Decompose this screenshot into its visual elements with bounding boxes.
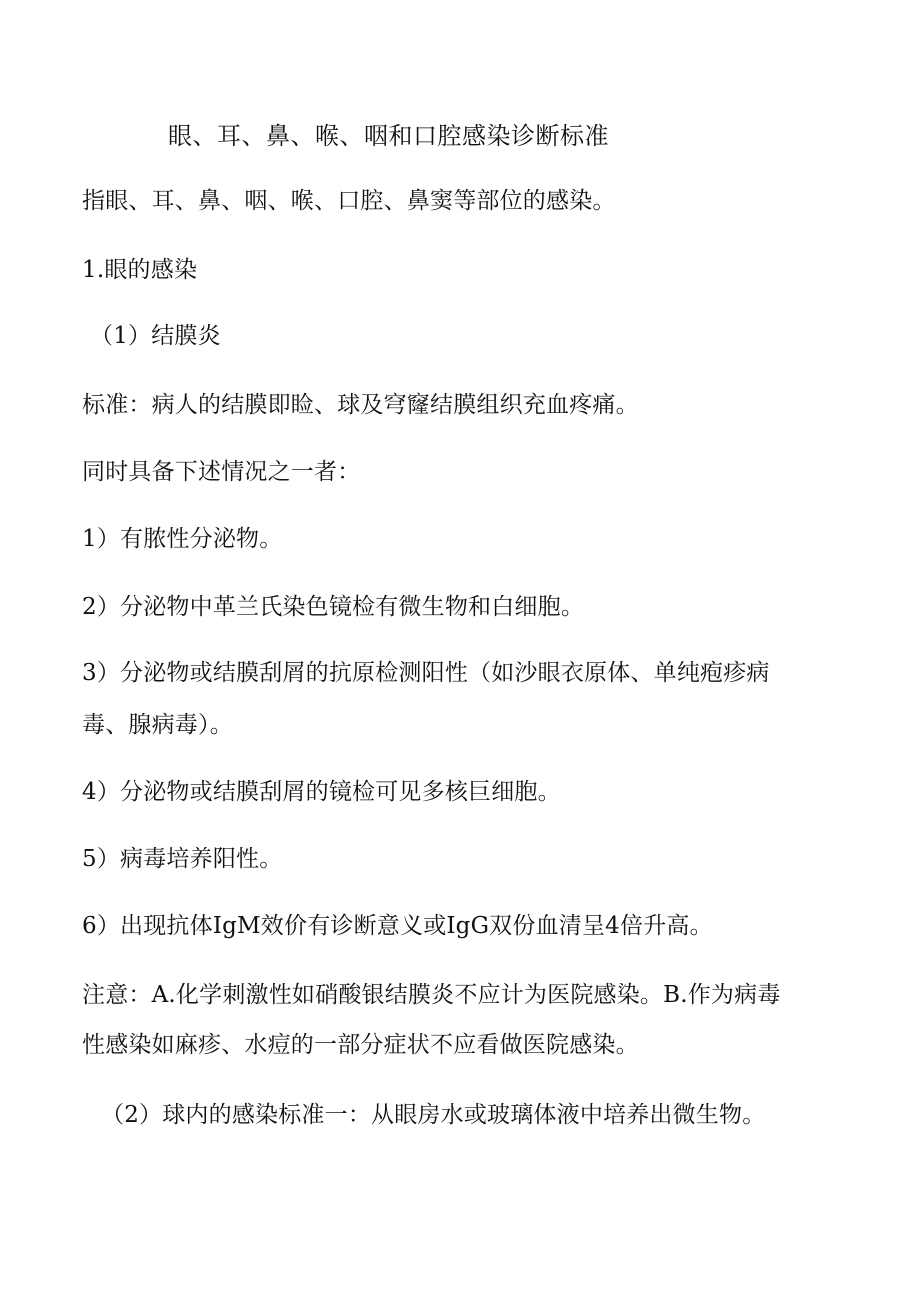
list-item: 5）病毒培养阳性。 <box>82 846 283 872</box>
section-heading-eye: 1.眼的感染 <box>82 257 198 283</box>
standard-text: 标准：病人的结膜即睑、球及穹窿结膜组织充血疼痛。 <box>82 392 639 418</box>
intro-text: 指眼、耳、鼻、咽、喉、口腔、鼻窦等部位的感染。 <box>82 188 616 214</box>
list-item: 4）分泌物或结膜刮屑的镜检可见多核巨细胞。 <box>82 779 561 805</box>
list-item: 3）分泌物或结膜刮屑的抗原检测阳性（如沙眼衣原体、单纯疱疹病 <box>82 660 770 686</box>
condition-text: 同时具备下述情况之一者： <box>82 459 361 485</box>
note-text-line-2: 性感染如麻疹、水痘的一部分症状不应看做医院感染。 <box>82 1032 639 1058</box>
subsection-conjunctivitis: （1）结膜炎 <box>90 323 221 349</box>
list-item: 1）有脓性分泌物。 <box>82 526 283 552</box>
note-text-line-1: 注意：A.化学刺激性如硝酸银结膜炎不应计为医院感染。B.作为病毒 <box>82 982 781 1008</box>
subsection-intraocular: （2）球内的感染标准一：从眼房水或玻璃体液中培养出微生物。 <box>101 1102 766 1128</box>
list-item-continuation: 毒、腺病毒）。 <box>82 712 233 738</box>
page-title: 眼、耳、鼻、喉、咽和口腔感染诊断标准 <box>168 122 609 150</box>
list-item: 2）分泌物中革兰氏染色镜检有微生物和白细胞。 <box>82 594 585 620</box>
list-item: 6）出现抗体IgM效价有诊断意义或IgG双份血清呈4倍升高。 <box>82 913 713 939</box>
